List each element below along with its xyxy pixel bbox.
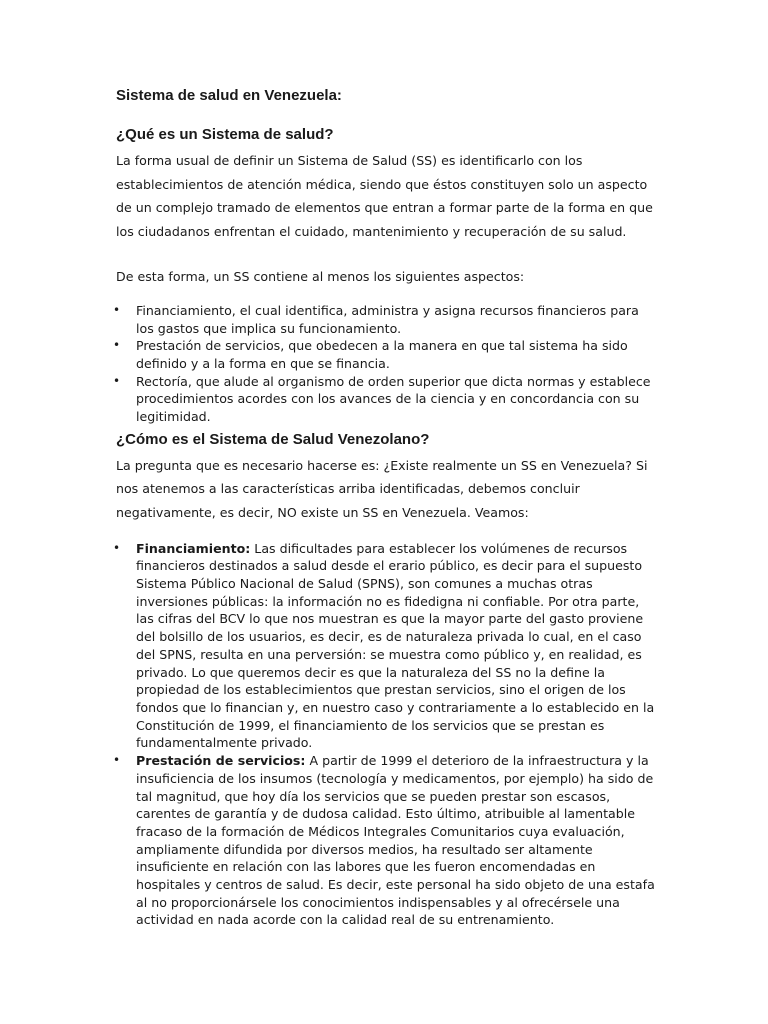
aspects-list xyxy=(113,302,656,426)
section-heading-que-es: ¿Qué es un Sistema de salud? xyxy=(116,126,334,143)
analysis-list xyxy=(113,540,656,929)
list-item xyxy=(113,752,656,929)
section-heading-como-es: ¿Cómo es el Sistema de Salud Venezolano? xyxy=(116,430,430,448)
list-item-text: A partir de 1999 el deterioro de la infraestructura y la insuficiencia de los insumos (tecnología y medicamentos, por ejemplo) ha sido de tal magnitud, que hoy día los servicios que se pueden prestar son escasos, carentes de garantía y de dudosa calidad. Esto último, atribuible al lamentable fracaso de la formación de Médicos Integrales Comunitarios cuya evaluación, ampliamente difundida por diversos medios, ha resultado ser altamente insuficiente en relación con las labores que les fueron encomendadas en hospitales y centros de salud. Es decir, este personal ha sido objeto de una estafa al no proporcionársele los conocimientos indispensables y al ofrecérsele una actividad en nada acorde con la calidad real de su entrenamiento. xyxy=(136,753,655,928)
paragraph-aspectos-intro: De esta forma, un SS contiene al menos los siguientes aspectos: xyxy=(116,269,525,285)
paragraph-definicion: La forma usual de definir un Sistema de Salud (SS) es identificarlo con los establecimientos de atención médica, siendo que éstos constituyen solo un aspecto de un complejo tramado de elementos que entran a formar parte de la forma en que los ciudadanos enfrentan el cuidado, mantenimiento y recuperación de su salud. xyxy=(116,153,653,239)
list-item xyxy=(113,337,656,372)
list-item-text: Prestación de servicios, que obedecen a la manera en que tal sistema ha sido definido y a la forma en que se financia. xyxy=(136,338,628,372)
paragraph-pregunta: La pregunta que es necesario hacerse es: ¿Existe realmente un SS en Venezuela? Si nos atenemos a las características arriba identificadas, debemos concluir negativamente, es decir, NO existe un SS en Venezuela. Veamos: xyxy=(116,457,648,521)
paragraph-spacer xyxy=(116,243,656,265)
document-page xyxy=(113,86,656,929)
list-item-text: Las dificultades para establecer los volúmenes de recursos financieros destinados a salud desde el erario público, es decir para el supuesto Sistema Público Nacional de Salud (SPNS), son comunes a muchas otras inversiones públicas: la información no es fidedigna ni confiable. Por otra parte, las cifras del BCV lo que nos muestran es que la mayor parte del gasto proviene del bolsillo de los usuarios, es decir, es de naturaleza privada lo cual, en el caso del SPNS, resulta en una perversión: se muestra como público y, en realidad, es privado. Lo que queremos decir es que la naturaleza del SS no la define la propiedad de los establecimientos que prestan servicios, sino el origen de los fondos que lo financian y, en nuestro caso y contrariamente a lo establecido en la Constitución de 1999, el financiamiento de los servicios que se prestan es fundamentalmente privado. xyxy=(136,540,655,751)
bullet-icon: • xyxy=(113,753,121,768)
page-title: Sistema de salud en Venezuela: xyxy=(116,87,342,104)
bullet-icon: • xyxy=(113,540,121,555)
bullet-icon: • xyxy=(113,338,121,353)
list-item-label: Prestación de servicios: xyxy=(136,753,306,769)
bullet-icon: • xyxy=(113,302,121,317)
list-item xyxy=(113,373,656,426)
list-item-text: Rectoría, que alude al organismo de orden superior que dicta normas y establece procedimientos acordes con los avances de la ciencia y en concordancia con su legitimidad. xyxy=(136,373,651,425)
list-item-text: Financiamiento, el cual identifica, administra y asigna recursos financieros para los gastos que implica su funcionamiento. xyxy=(136,302,639,336)
list-item xyxy=(113,540,656,752)
list-item-label: Financiamiento: xyxy=(136,540,251,556)
bullet-icon: • xyxy=(113,373,121,388)
list-item xyxy=(113,302,656,337)
